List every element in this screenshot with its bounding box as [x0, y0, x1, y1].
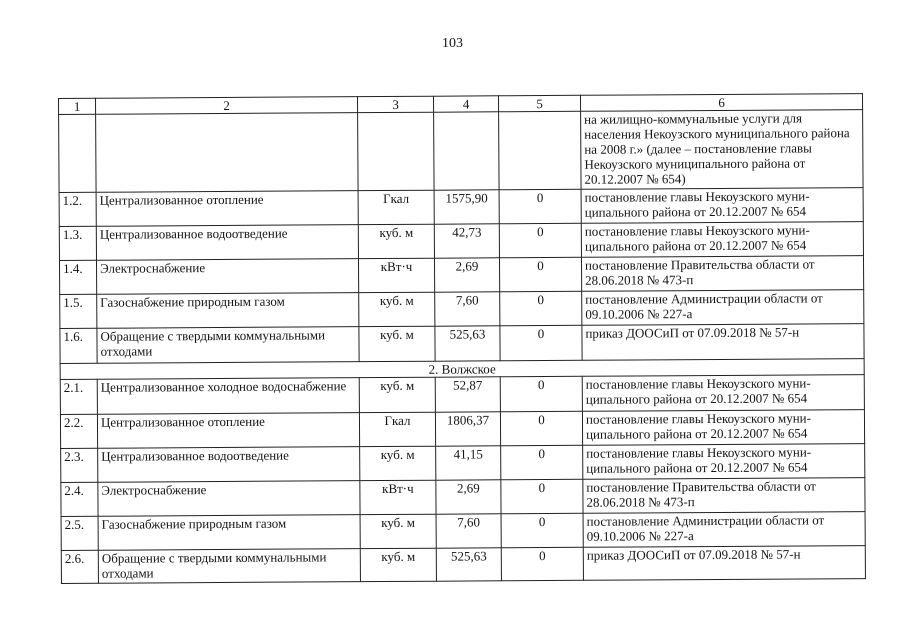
- table-row: [61, 478, 865, 517]
- cell-value: 2,69: [434, 258, 499, 292]
- cell-zero: 0: [499, 223, 581, 258]
- cell-document: постановление Администрации области от 09.10.2006 № 227-а: [582, 290, 864, 326]
- cell-name: Обращение с твердыми коммунальными отходами: [97, 327, 359, 364]
- tariff-table: [58, 93, 866, 584]
- cell-unit: куб. м: [359, 377, 435, 412]
- cell-num: 1.6.: [60, 328, 97, 363]
- cell-value: 525,63: [435, 326, 500, 361]
- cell-name: Централизованное отопление: [97, 413, 359, 449]
- cell-unit: [358, 112, 434, 190]
- column-header-5: 5: [498, 95, 580, 112]
- cell-name: Газоснабжение природным газом: [97, 293, 359, 329]
- cell-document: постановление главы Некоузского муни-ципального района от 20.12.2007 № 654: [583, 444, 865, 480]
- cell-value: 2,69: [436, 480, 501, 514]
- continuation-row: [59, 110, 863, 193]
- cell-zero: 0: [501, 479, 583, 514]
- cell-zero: 0: [501, 547, 583, 581]
- cell-name: Обращение с твердыми коммунальными отходами: [98, 549, 360, 584]
- cell-num: 1.2.: [59, 192, 96, 226]
- cell-document: приказ ДООСиП от 07.09.2018 № 57-н: [583, 546, 865, 581]
- cell-document: постановление Правительства области от 28.06.2018 № 473-п: [581, 256, 863, 292]
- cell-unit: куб. м: [359, 292, 435, 326]
- cell-num: 1.3.: [59, 226, 96, 260]
- table-row: [59, 188, 863, 227]
- cell-num: 1.4.: [59, 260, 96, 294]
- cell-value: 41,15: [436, 446, 501, 480]
- cell-num: 2.1.: [60, 379, 97, 414]
- cell-name: [96, 113, 358, 193]
- cell-name: Электроснабжение: [96, 259, 358, 295]
- cell-name: Газоснабжение природным газом: [98, 515, 360, 551]
- column-header-2: 2: [96, 97, 358, 115]
- column-header-6: 6: [580, 94, 862, 112]
- cell-name: Централизованное отопление: [96, 191, 358, 227]
- cell-unit: куб. м: [360, 514, 436, 548]
- table-row: [60, 324, 864, 364]
- cell-unit: Гкал: [358, 190, 434, 224]
- page-number: 103: [442, 36, 463, 51]
- cell-value: 525,63: [436, 548, 501, 581]
- cell-name: Централизованное холодное водоснабжение: [97, 378, 359, 415]
- cell-unit: Гкал: [359, 412, 435, 446]
- cell-document: постановление главы Некоузского муни-ципального района от 20.12.2007 № 654: [581, 222, 863, 258]
- cell-unit: куб. м: [360, 446, 436, 480]
- table-row: [61, 512, 865, 551]
- cell-zero: 0: [500, 291, 582, 326]
- table-row: [61, 444, 865, 483]
- cell-num: 2.4.: [61, 482, 98, 516]
- cell-zero: 0: [499, 189, 581, 224]
- table-row: [60, 290, 864, 329]
- cell-value: 7,60: [436, 514, 501, 548]
- cell-zero: [499, 111, 581, 189]
- table-row: [61, 546, 865, 584]
- cell-num: 2.5.: [61, 516, 98, 550]
- cell-unit: куб. м: [358, 224, 434, 258]
- table-row: [59, 222, 863, 261]
- column-header-3: 3: [357, 96, 433, 112]
- cell-document: приказ ДООСиП от 07.09.2018 № 57-н: [582, 324, 864, 361]
- column-header-1: 1: [59, 98, 96, 114]
- cell-num: [59, 114, 96, 192]
- section-title: 2. Волжское: [60, 359, 864, 380]
- cell-num: 2.2.: [60, 414, 97, 448]
- cell-value: [434, 112, 499, 190]
- cell-value: 52,87: [435, 377, 500, 412]
- cell-num: 2.6.: [61, 550, 98, 583]
- cell-zero: 0: [499, 257, 581, 292]
- table-row: [60, 410, 864, 449]
- table-body: [59, 94, 866, 584]
- cell-value: 1806,37: [435, 412, 500, 446]
- cell-name: Централизованное водоотведение: [98, 447, 360, 483]
- cell-document: постановление главы Некоузского муни-ципального района от 20.12.2007 № 654: [581, 188, 863, 224]
- cell-num: 1.5.: [60, 294, 97, 328]
- cell-value: 7,60: [435, 292, 500, 326]
- cell-name: Электроснабжение: [98, 481, 360, 517]
- column-header-4: 4: [433, 96, 498, 112]
- cell-name: Централизованное водоотведение: [96, 225, 358, 261]
- cell-unit: кВт·ч: [360, 480, 436, 514]
- cell-document: постановление главы Некоузского муни-ципального района от 20.12.2007 № 654: [582, 410, 864, 446]
- cell-unit: куб. м: [360, 548, 436, 581]
- cell-num: 2.3.: [61, 448, 98, 482]
- cell-value: 1575,90: [434, 190, 499, 224]
- cell-zero: 0: [501, 513, 583, 548]
- cell-zero: 0: [500, 325, 582, 361]
- cell-zero: 0: [500, 411, 582, 446]
- table-row: [60, 375, 864, 415]
- cell-zero: 0: [500, 376, 582, 412]
- cell-value: 42,73: [434, 224, 499, 258]
- cell-document: постановление Администрации области от 09.10.2006 № 227-а: [583, 512, 865, 548]
- cell-document: постановление главы Некоузского муни-ципального района от 20.12.2007 № 654: [582, 375, 864, 412]
- cell-document: на жилищно-коммунальные услуги для населения Некоузского муниципального района на 2008 г.» (далее – постановление главы Некоузского муниципального района от 20.12.2007 № 654): [581, 110, 863, 190]
- cell-zero: 0: [501, 445, 583, 480]
- cell-unit: куб. м: [359, 326, 435, 361]
- cell-unit: кВт·ч: [358, 258, 434, 292]
- table-row: [59, 256, 863, 295]
- cell-document: постановление Правительства области от 28.06.2018 № 473-п: [583, 478, 865, 514]
